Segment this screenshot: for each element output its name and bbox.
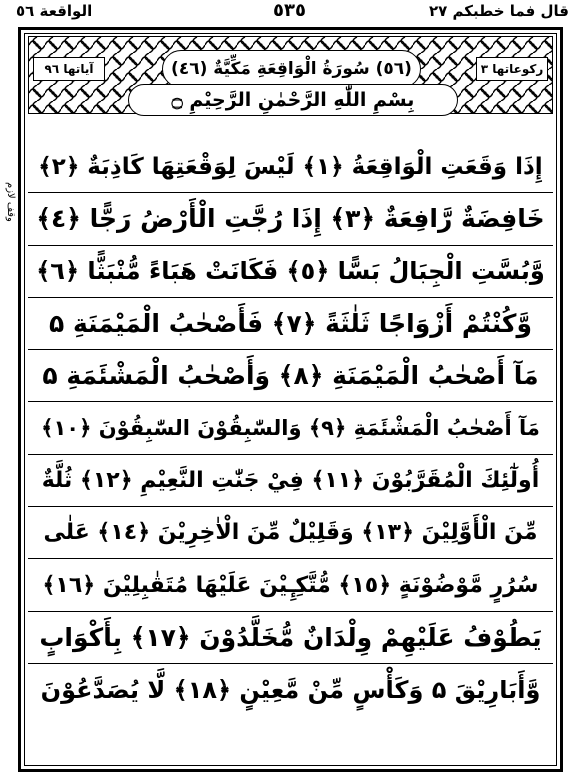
rukus-count-box [476,57,548,81]
verse-line [28,507,553,559]
verses-count: آياتها ٩٦ [44,62,94,76]
verse-line-text: إِذَا وَقَعَتِ الْوَاقِعَةُ ﴿١﴾ لَيْسَ لِوَقْعَتِهَا كَاذِبَةٌ ﴿٢﴾ [38,153,543,180]
verse-line [28,193,553,245]
verse-line-text: مَآ أَصْحٰبُ الْمَشْئَمَةِ ﴿٩﴾ وَالسّٰبِقُوْنَ السّٰبِقُوْنَ ﴿١٠﴾ [41,416,540,441]
verse-line [28,664,553,716]
verse-line-text: مِّنَ الْأَوَّلِيْنَ ﴿١٣﴾ وَقَلِيْلٌ مِّنَ الْاٰخِرِيْنَ ﴿١٤﴾ عَلٰى [43,520,538,546]
verses-count-box [33,57,105,81]
verse-line-text: خَافِضَةٌ رَّافِعَةٌ ﴿٣﴾ إِذَا رُجَّتِ الْأَرْضُ رَجًّا ﴿٤﴾ [36,204,545,234]
bismillah-box [128,84,458,116]
verse-lines [28,141,553,716]
verse-line [28,141,553,193]
verse-line-text: أُولٰٓئِكَ الْمُقَرَّبُوْنَ ﴿١١﴾ فِيْ جَنّٰتِ النَّعِيْمِ ﴿١٢﴾ ثُلَّةٌ [41,467,540,493]
verse-line [28,612,553,664]
verse-line [28,402,553,454]
verse-line-text: وَّأَبَارِيْقَ ۵ وَكَأْسٍ مِّنْ مَّعِيْنٍ ﴿١٨﴾ لَّا يُصَدَّعُوْنَ [40,676,541,705]
page-number: ٥٣٥ [273,0,306,21]
verse-line-text: وَّكُنْتُمْ أَزْوَاجًا ثَلٰثَةً ﴿٧﴾ فَأَصْحٰبُ الْمَيْمَنَةِ ۵ [48,309,533,339]
verse-line-text: يَطُوْفُ عَلَيْهِمْ وِلْدَانٌ مُّخَلَّدُوْنَ ﴿١٧﴾ بِأَكْوَابٍ [39,622,542,652]
verse-line-text: مَآ أَصْحٰبُ الْمَيْمَنَةِ ﴿٨﴾ وَأَصْحٰبُ الْمَشْئَمَةِ ۵ [42,361,539,391]
verse-line [28,298,553,350]
verse-line [28,246,553,298]
verse-line [28,559,553,611]
surah-title-oval [162,50,421,88]
verse-line [28,455,553,507]
surah-name-header: الواقعة ٥٦ [16,2,93,20]
margin-note: وقف لازم [5,182,16,222]
bismillah: بِسْمِ اللّٰهِ الرَّحْمٰنِ الرَّحِيْمِ ۝ [171,89,415,111]
verse-line-text: وَّبُسَّتِ الْجِبَالُ بَسًّا ﴿٥﴾ فَكَانَتْ هَبَاءً مُّنْبَثًّا ﴿٦﴾ [36,257,545,286]
verse-line-text: سُرُرٍ مَّوْضُوْنَةٍ ﴿١٥﴾ مُّتَّكِـِٕيْنَ عَلَيْهَا مُتَقٰبِلِيْنَ ﴿١٦﴾ [42,572,539,598]
rukus-count: ركوعاتها ٣ [480,62,544,76]
surah-title: (٥٦) سُورَةُ الْوَاقِعَةِ مَكِّيَّةٌ (٤٦) [171,59,412,79]
verse-line [28,350,553,402]
juz-name-header: قال فما خطبكم ٢٧ [429,2,569,20]
